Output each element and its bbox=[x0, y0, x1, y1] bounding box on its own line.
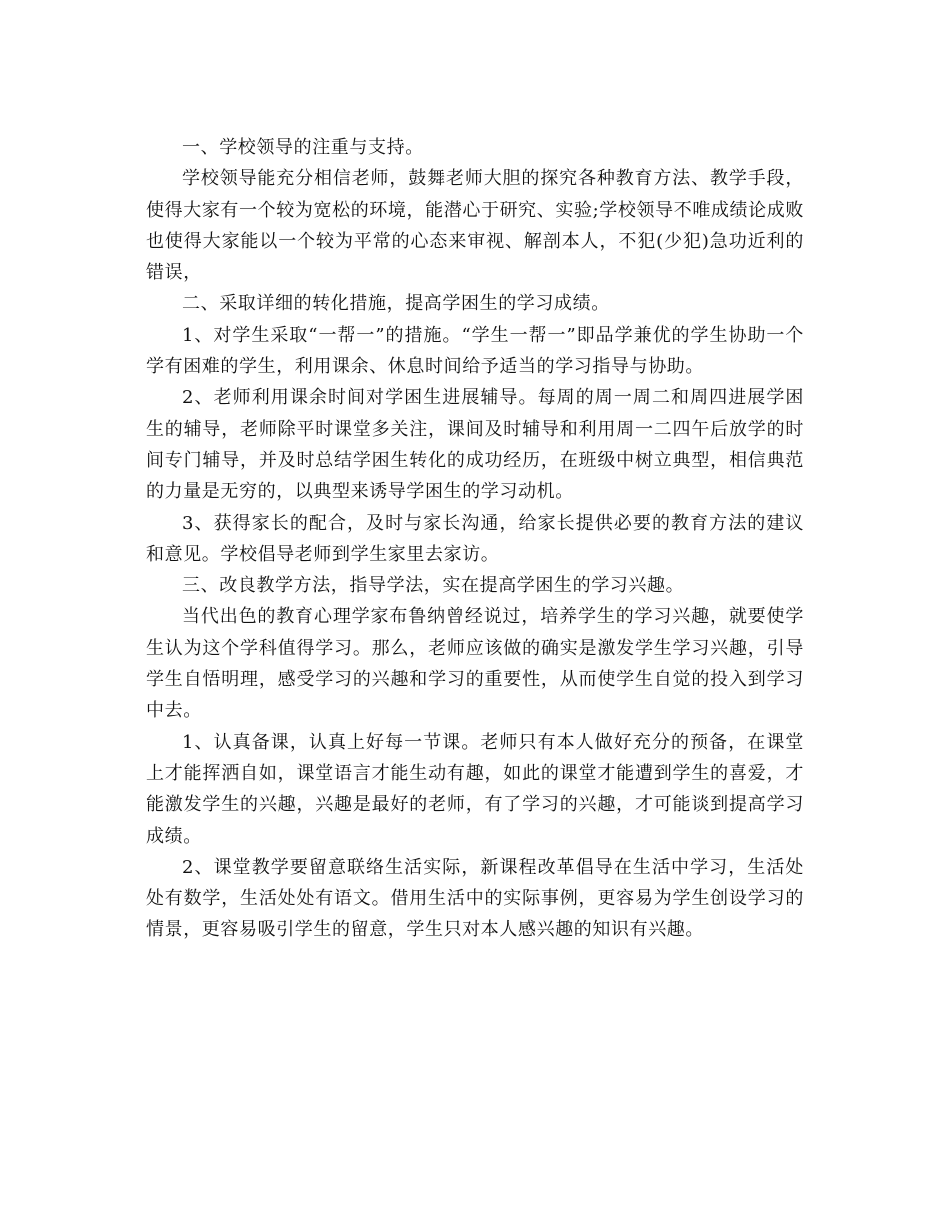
paragraph: 学校领导能充分相信老师，鼓舞老师大胆的探究各种教育方法、教学手段，使得大家有一个较为宽松的环境，能潜心于研究、实验;学校领导不唯成绩论成败也使得大家能以一个较为平常的心态来审视、解剖本人，不犯(少犯)急功近利的错误， bbox=[146, 168, 804, 284]
paragraph: 当代出色的教育心理学家布鲁纳曾经说过，培养学生的学习兴趣，就要使学生认为这个学科值得学习。那么，老师应该做的确实是激发学生学习兴趣，引导学生自悟明理，感受学习的兴趣和学习的重要性，从而使学生自觉的投入到学习中去。 bbox=[146, 606, 804, 722]
paragraph: 1、对学生采取“一帮一”的措施。“学生一帮一”即品学兼优的学生协助一个学有困难的学生，利用课余、休息时间给予适当的学习指导与协助。 bbox=[146, 324, 804, 378]
paragraph: 2、课堂教学要留意联络生活实际，新课程改革倡导在生活中学习，生活处处有数学，生活处处有语文。借用生活中的实际事例，更容易为学生创设学习的情景，更容易吸引学生的留意，学生只对本人感兴趣的知识有兴趣。 bbox=[146, 856, 804, 941]
heading-2: 二、采取详细的转化措施，提高学困生的学习成绩。 bbox=[182, 293, 610, 315]
paragraph: 2、老师利用课余时间对学困生进展辅导。每周的周一周二和周四进展学困生的辅导，老师除平时课堂多关注，课间及时辅导和利用周一二四午后放学的时间专门辅导，并及时总结学困生转化的成功经历，在班级中树立典型，相信典范的力量是无穷的，以典型来诱导学困生的学习动机。 bbox=[146, 387, 804, 503]
document-page bbox=[146, 132, 804, 946]
heading-1: 一、学校领导的注重与支持。 bbox=[182, 137, 424, 158]
paragraph: 1、认真备课，认真上好每一节课。老师只有本人做好充分的预备，在课堂上才能挥洒自如，课堂语言才能生动有趣，如此的课堂才能遭到学生的喜爱，才能激发学生的兴趣，兴趣是最好的老师，有了学习的兴趣，才可能谈到提高学习成绩。 bbox=[146, 731, 804, 847]
heading-3: 三、改良教学方法，指导学法，实在提高学困生的学习兴趣。 bbox=[182, 575, 685, 597]
paragraph: 3、获得家长的配合，及时与家长沟通，给家长提供必要的教育方法的建议和意见。学校倡导老师到学生家里去家访。 bbox=[146, 512, 804, 565]
